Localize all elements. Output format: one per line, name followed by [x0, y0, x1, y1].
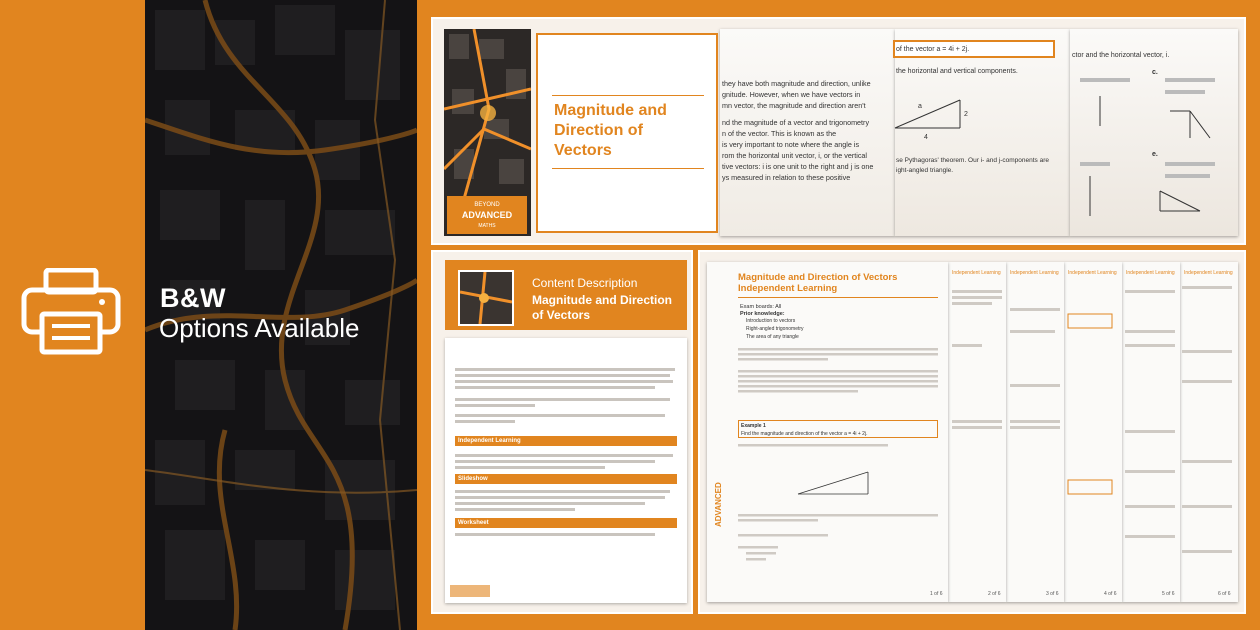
- page-number-6: 6 of 6: [1218, 591, 1231, 597]
- content-description-logo: [450, 585, 490, 597]
- slide3-text-2: se Pythagoras' theorem. Our i- and j-components are: [896, 157, 1049, 164]
- cover-title-rule-bottom: [552, 168, 704, 169]
- promo-subtitle: Options Available: [159, 313, 360, 343]
- prior-item: Introduction to vectors: [746, 318, 796, 324]
- worksheet-side-tab: ADVANCED: [714, 482, 723, 527]
- brand-logo: BEYOND ADVANCED MATHS: [447, 196, 527, 234]
- page6-head: Independent Learning: [1184, 270, 1233, 276]
- content-description-title: Content Description: [532, 276, 638, 290]
- section-worksheet: Worksheet: [455, 518, 677, 528]
- printer-icon: [20, 268, 122, 356]
- worksheet-prior-list: [746, 317, 804, 341]
- page4-head: Independent Learning: [1068, 270, 1117, 276]
- svg-text:a: a: [918, 103, 922, 110]
- slide3-heading: of the vector a = 4i + 2j.: [896, 46, 970, 53]
- svg-text:2: 2: [964, 111, 968, 118]
- prior-item: The area of any triangle: [746, 334, 799, 340]
- page-number-3: 3 of 6: [1046, 591, 1059, 597]
- page-number-1: 1 of 6: [930, 591, 943, 597]
- svg-text:e.: e.: [1152, 151, 1158, 158]
- worksheet-exam-boards: Exam boards: All: [740, 304, 782, 310]
- page-number-2: 2 of 6: [988, 591, 1001, 597]
- section-independent-learning: Independent Learning: [455, 436, 677, 446]
- slide4-heading: ctor and the horizontal vector, i.: [1072, 52, 1170, 59]
- worksheet-example-label: Example 1: [741, 423, 766, 429]
- worksheet-intro-text: [738, 348, 943, 418]
- worksheet-example-text: Find the magnitude and direction of the vector a = 4i + 2j.: [741, 431, 868, 437]
- slide4-worked-answers: [1070, 66, 1238, 226]
- page5-head: Independent Learning: [1126, 270, 1175, 276]
- worksheet-back-pages-text: [950, 280, 1238, 580]
- worksheet-subtitle: Independent Learning: [738, 283, 838, 294]
- section-slideshow: Slideshow: [455, 474, 677, 484]
- page-number-5: 5 of 6: [1162, 591, 1175, 597]
- content-description-thumbnail: [458, 270, 514, 326]
- slide3-text: the horizontal and vertical components.: [896, 68, 1018, 75]
- promo-title: B&W: [160, 283, 226, 313]
- slide3-triangle-diagram: [890, 90, 980, 145]
- page-number-4: 4 of 6: [1104, 591, 1117, 597]
- page2-head: Independent Learning: [952, 270, 1001, 276]
- svg-text:c.: c.: [1152, 69, 1158, 76]
- worksheet-title: Magnitude and Direction of Vectors: [738, 272, 898, 283]
- worksheet-prior-knowledge: Prior knowledge:: [740, 311, 785, 317]
- worksheet-example-solution: [738, 442, 943, 582]
- content-description-subtitle: Magnitude and Direction of Vectors: [532, 293, 673, 322]
- slide2-text: they have both magnitude and direction, unlike gnitude. However, when we have vectors in mn vector, the magnitude and direction aren't nd the magnitude of a vector and trigonometry n of the vector. This is known as the is very important to note where the angle is rom the horizontal unit vector, i, or the vertical tive vectors: i is one unit to the right and j is one ys measured in relation to these positive: [722, 79, 874, 182]
- svg-text:4: 4: [924, 134, 928, 141]
- prior-item: Right-angled trigonometry: [746, 326, 804, 332]
- slide3-text-3: ight-angled triangle.: [896, 167, 954, 174]
- worksheet-title-rule: [738, 297, 938, 298]
- cover-title-rule-top: [552, 95, 704, 96]
- page3-head: Independent Learning: [1010, 270, 1059, 276]
- cover-title: Magnitude and Direction of Vectors: [554, 102, 667, 159]
